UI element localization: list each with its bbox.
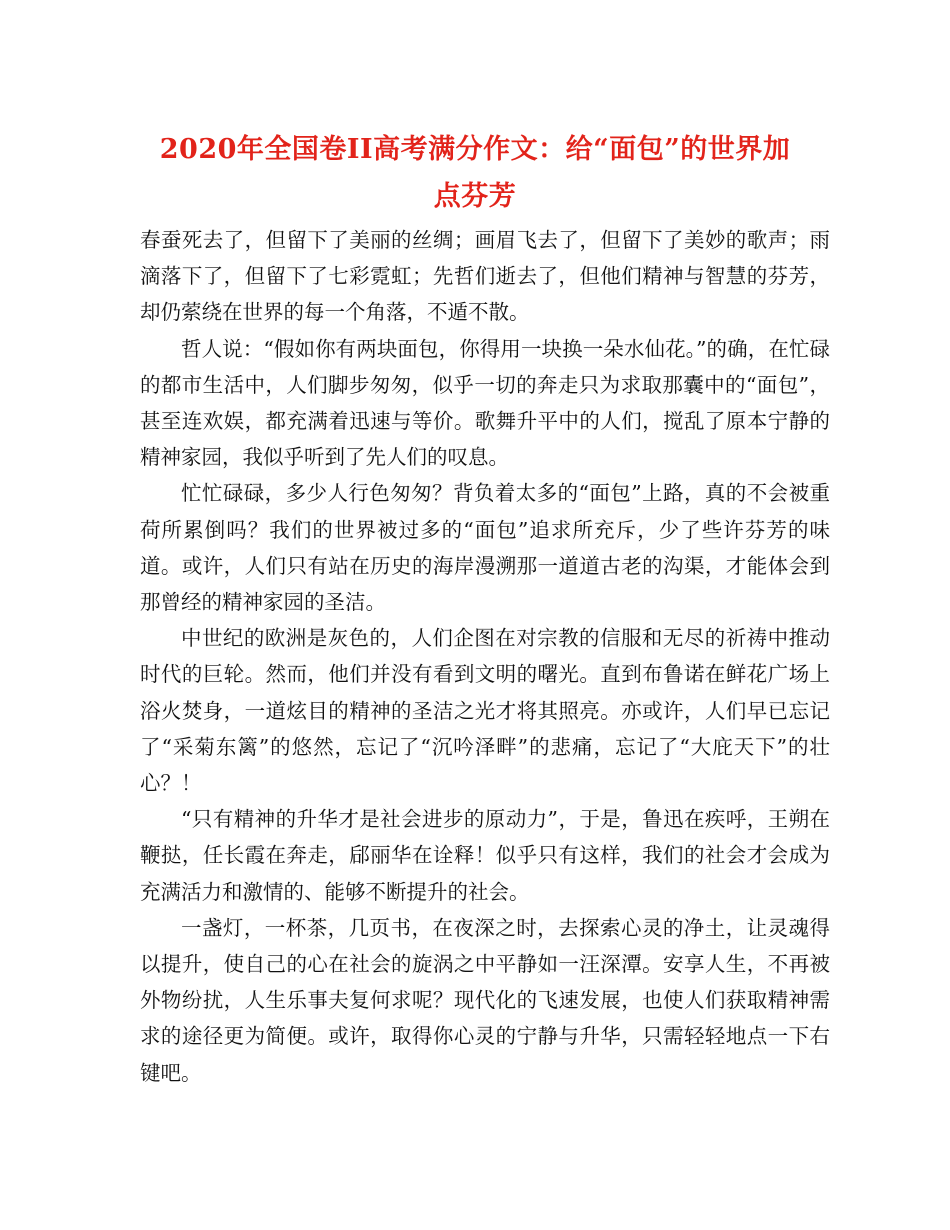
essay-body [140, 222, 830, 1091]
title-line-2: 点芬芳 [433, 181, 517, 212]
paragraph-2: 哲人说：“假如你有两块面包，你得用一块换一朵水仙花。”的确，在忙碌的都市生活中，人们脚步匆匆，似乎一切的奔走只为求取那囊中的“面包”，甚至连欢娱，都充满着迅速与等价。歌舞升平中的人们，搅乱了原本宁静的精神家园，我似乎听到了先人们的叹息。 [140, 336, 830, 470]
paragraph-3: 忙忙碌碌，多少人行色匆匆？背负着太多的“面包”上路，真的不会被重荷所累倒吗？我们的世界被过多的“面包”追求所充斥，少了些许芬芳的味道。或许，人们只有站在历史的海岸漫溯那一道道古老的沟渠，才能体会到那曾经的精神家园的圣洁。 [140, 481, 830, 615]
document-title [130, 126, 820, 220]
paragraph-5: “只有精神的升华才是社会进步的原动力”，于是，鲁迅在疾呼，王朔在鞭挞，任长霞在奔走，郈丽华在诠释！似乎只有这样，我们的社会才会成为充满活力和激情的、能够不断提升的社会。 [140, 807, 830, 904]
paragraph-1: 春蚕死去了，但留下了美丽的丝绸；画眉飞去了，但留下了美妙的歌声；雨滴落下了，但留下了七彩霓虹；先哲们逝去了，但他们精神与智慧的芬芳，却仍萦绕在世界的每一个角落，不遁不散。 [140, 228, 830, 325]
paragraph-6: 一盏灯，一杯茶，几页书，在夜深之时，去探索心灵的净土，让灵魂得以提升，使自己的心在社会的旋涡之中平静如一汪深潭。安享人生，不再被外物纷扰，人生乐事夫复何求呢？现代化的飞速发展，也使人们获取精神需求的途径更为简便。或许，取得你心灵的宁静与升华，只需轻轻地点一下右键吧。 [140, 915, 830, 1085]
paragraph-4: 中世纪的欧洲是灰色的，人们企图在对宗教的信服和无尽的祈祷中推动时代的巨轮。然而，他们并没有看到文明的曙光。直到布鲁诺在鲜花广场上浴火焚身，一道炫目的精神的圣洁之光才将其照亮。亦或许，人们早已忘记了“采菊东篱”的悠然，忘记了“沉吟泽畔”的悲痛，忘记了“大庇天下”的壮心？！ [140, 626, 830, 796]
title-line-1: 2020年全国卷II高考满分作文：给“面包”的世界加 [159, 134, 791, 165]
